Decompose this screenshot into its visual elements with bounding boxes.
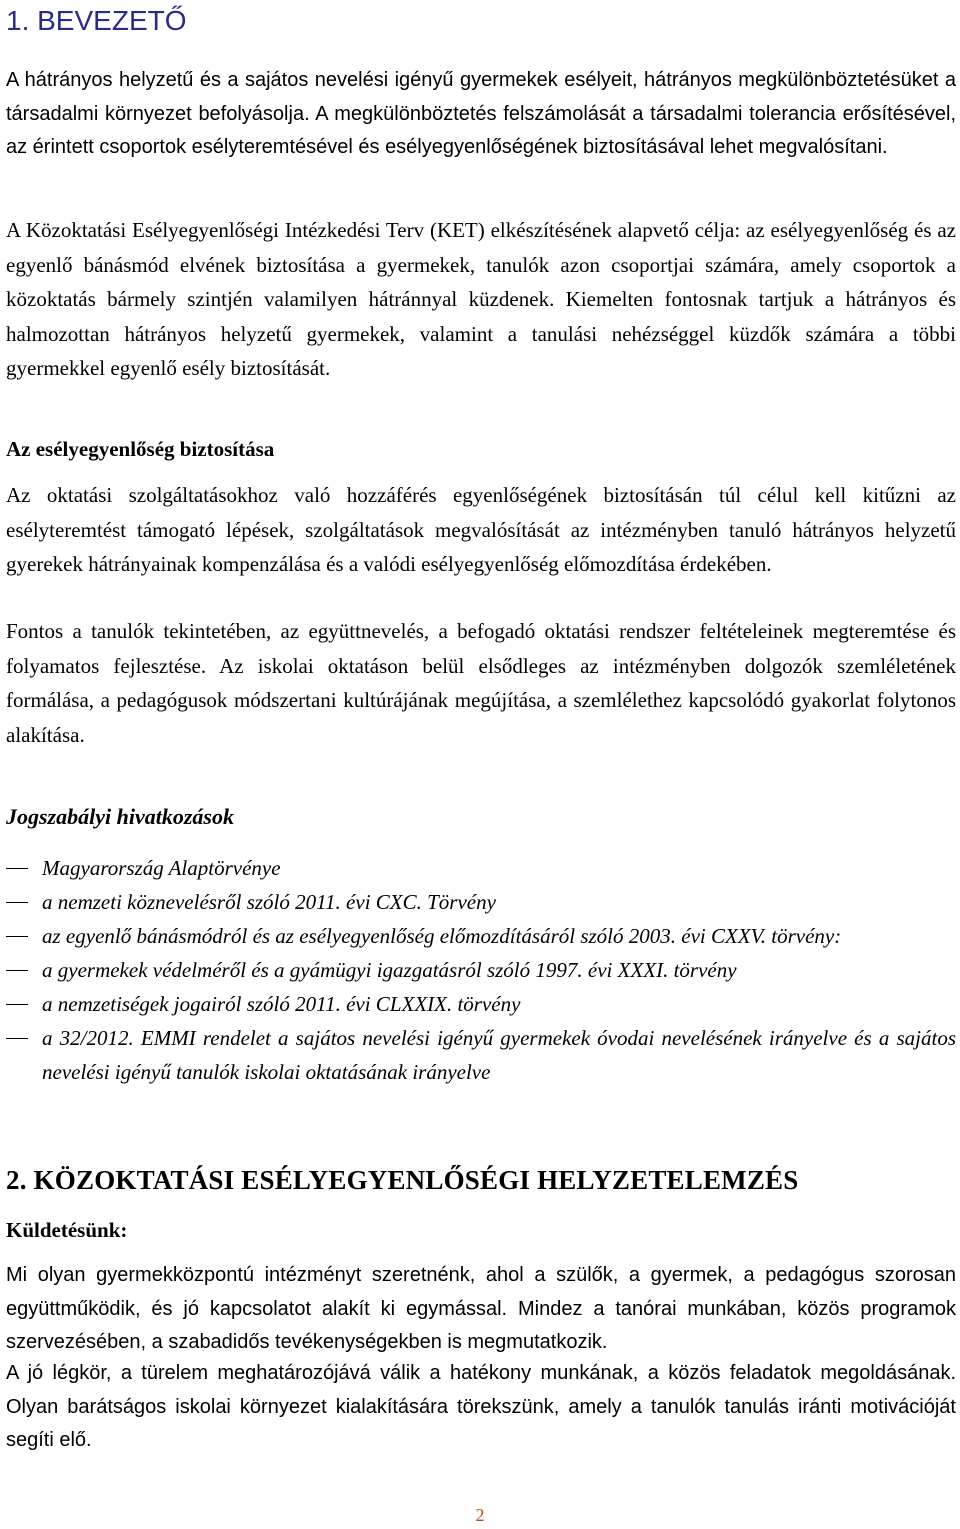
legal-reference-item: Magyarország Alaptörvénye — [6, 851, 956, 885]
section-2-subheading: Küldetésünk: — [6, 1218, 128, 1242]
legal-reference-item: az egyenlő bánásmódról és az esélyegyenlőség előmozdításáról szóló 2003. évi CXXV. törvény: — [6, 919, 956, 953]
section-2-heading: 2. KÖZOKTATÁSI ESÉLYEGYENLŐSÉGI HELYZETELEMZÉS — [6, 1165, 799, 1195]
legal-reference-item: a 32/2012. EMMI rendelet a sajátos nevelési igényű gyermekek óvodai nevelésének irányelve és a sajátos nevelési igényű tanulók iskolai oktatásának irányelve — [6, 1021, 956, 1089]
legal-references-heading: Jogszabályi hivatkozások — [6, 804, 234, 829]
section-1-heading: 1. BEVEZETŐ — [6, 5, 187, 36]
legal-reference-item: a nemzetiségek jogairól szóló 2011. évi CLXXIX. törvény — [6, 987, 956, 1021]
legal-references-list — [6, 851, 956, 1089]
section-1-paragraph-4: Fontos a tanulók tekintetében, az együttnevelés, a befogadó oktatási rendszer feltételeinek megteremtése és folyamatos fejlesztése. Az iskolai oktatáson belül elsődleges az intézményben dolgozók szemléletének formálása, a pedagógusok módszertani kultúrájának megújítása, a szemlélethez kapcsolódó gyakorlat folytonos alakítása. — [6, 619, 956, 747]
section-2-paragraph-2: A jó légkör, a türelem meghatározójává válik a hatékony munkának, a közös feladatok megoldásának. Olyan barátságos iskolai környezet kialakítására törekszünk, amely a tanulók tanulás iránti motivációját segíti elő. — [6, 1362, 956, 1451]
section-1-paragraph-1: A hátrányos helyzetű és a sajátos nevelési igényű gyermekek esélyeit, hátrányos megkülönböztetésüket a társadalmi környezet befolyásolja. A megkülönböztetés felszámolását a társadalmi tolerancia erősítésével, az érintett csoportok esélyteremtésével és esélyegyenlőségének biztosításával lehet megvalósítani. — [6, 69, 956, 158]
legal-reference-item: a gyermekek védelméről és a gyámügyi igazgatásról szóló 1997. évi XXXI. törvény — [6, 953, 956, 987]
section-1-paragraph-3: Az oktatási szolgáltatásokhoz való hozzáférés egyenlőségének biztosításán túl célul kell kitűzni az esélyteremtést támogató lépések, szolgáltatások megvalósítását az intézményben tanuló hátrányos helyzetű gyerekek hátrányainak kompenzálása és a valódi esélyegyenlőség előmozdítása érdekében. — [6, 483, 956, 576]
section-2-paragraph-1: Mi olyan gyermekközpontú intézményt szeretnénk, ahol a szülők, a gyermek, a pedagógus szorosan együttműködik, és jó kapcsolatot alakít ki egymással. Mindez a tanórai munkában, közös programok szervezésében, a szabadidős tevékenységekben is megmutatkozik. — [6, 1264, 956, 1353]
page-number: 2 — [475, 1505, 485, 1525]
section-1-subheading: Az esélyegyenlőség biztosítása — [6, 437, 275, 461]
section-1-paragraph-2: A Közoktatási Esélyegyenlőségi Intézkedési Terv (KET) elkészítésének alapvető célja: az esélyegyenlőség és az egyenlő bánásmód elvének biztosítása a gyermekek, tanulók azon csoportjai számára, amely csoportok a közoktatás bármely szintjén valamilyen hátránnyal küzdenek. Kiemelten fontosnak tartjuk a hátrányos és halmozottan hátrányos helyzetű gyermekek, valamint a tanulási nehézséggel küzdők számára a többi gyermekkel egyenlő esély biztosítását. — [6, 218, 956, 380]
legal-reference-item: a nemzeti köznevelésről szóló 2011. évi CXC. Törvény — [6, 885, 956, 919]
